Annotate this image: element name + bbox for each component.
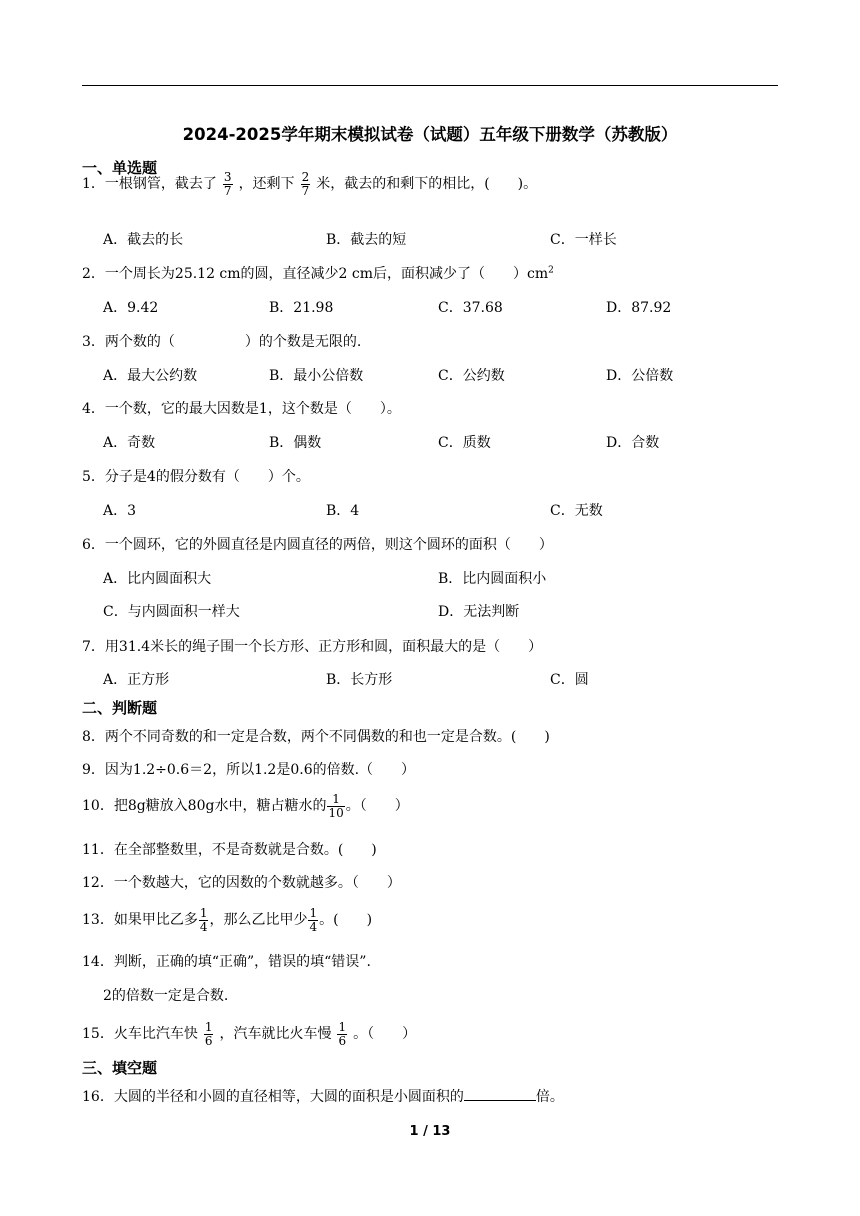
fraction: $\frac{1}{4}$	[309, 905, 318, 934]
question-6: 6．一个圆环，它的外圆直径是内圆直径的两倍，则这个圆环的面积（ ）	[82, 537, 553, 553]
question-15: 15．火车比汽车快 $\frac{1}{6}$ ，汽车就比火车慢 $\frac{1}{6}$ 。（ ）	[82, 1019, 417, 1048]
option-1a: A．截去的长	[103, 232, 184, 248]
question-11: 11．在全部整数里，不是奇数就是合数。( )	[82, 842, 377, 858]
option-2c: C．37.68	[438, 300, 503, 316]
option-2a: A．9.42	[103, 300, 159, 316]
fraction: $\frac{1}{6}$	[338, 1019, 347, 1048]
answer-blank[interactable]	[464, 1088, 536, 1101]
option-7a: A．正方形	[103, 672, 170, 688]
question-16: 16．大圆的半径和小圆的直径相等，大圆的面积是小圆面积的 倍。	[82, 1089, 564, 1105]
fraction: $\frac{1}{6}$	[204, 1019, 213, 1048]
section-heading-fill-in: 三、填空题	[82, 1059, 158, 1077]
option-2d: D．87.92	[606, 300, 672, 316]
option-3c: C．公约数	[438, 368, 505, 384]
section-heading-true-false: 二、判断题	[82, 699, 158, 717]
question-14: 14．判断，正确的填“正确”，错误的填“错误”.	[82, 954, 371, 970]
option-3b: B．最小公倍数	[269, 368, 364, 384]
page-number: 1 / 13	[409, 1124, 451, 1139]
page-title: 2024-2025学年期末模拟试卷（试题）五年级下册数学（苏教版）	[182, 125, 678, 144]
option-4d: D．合数	[606, 435, 660, 451]
option-7c: C．圆	[550, 672, 589, 688]
question-12: 12．一个数越大，它的因数的个数就越多。（ ）	[82, 875, 401, 891]
fraction: $\frac{3}{7}$	[223, 169, 232, 198]
question-5: 5．分子是4的假分数有（ ）个。	[82, 469, 310, 485]
option-4c: C．质数	[438, 435, 491, 451]
fraction: $\frac{1}{4}$	[199, 905, 208, 934]
question-13: 13．如果甲比乙多 $\frac{1}{4}$ ，那么乙比甲少 $\frac{1}{4}$ 。( )	[82, 905, 373, 934]
option-4a: A．奇数	[103, 435, 156, 451]
header-rule	[82, 85, 778, 86]
fraction: $\frac{1}{10}$	[328, 791, 344, 820]
question-4: 4．一个数，它的最大因数是1，这个数是（ ）。	[82, 401, 401, 417]
option-6c: C．与内圆面积一样大	[103, 604, 240, 620]
question-14-statement: 2的倍数一定是合数.	[103, 988, 229, 1004]
option-1b: B．截去的短	[326, 232, 407, 248]
section-heading-single-choice: 一、单选题	[82, 159, 158, 177]
fraction: $\frac{2}{7}$	[301, 169, 310, 198]
question-7: 7．用31.4米长的绳子围一个长方形、正方形和圆，面积最大的是（ ）	[82, 639, 543, 655]
option-2b: B．21.98	[269, 300, 334, 316]
question-3: 3．两个数的（ ）的个数是无限的.	[82, 334, 362, 350]
option-5c: C．无数	[550, 503, 603, 519]
question-10: 10．把8g糖放入80g水中，糖占糖水的 $\frac{1}{10}$ 。（ ）	[82, 791, 409, 820]
option-3d: D．公倍数	[606, 368, 674, 384]
option-7b: B．长方形	[326, 672, 393, 688]
option-4b: B．偶数	[269, 435, 322, 451]
option-6d: D．无法判断	[438, 604, 520, 620]
question-8: 8．两个不同奇数的和一定是合数，两个不同偶数的和也一定是合数。( )	[82, 729, 550, 745]
question-1: 1．一根钢管，截去了 $\frac{3}{7}$ ，还剩下 $\frac{2}{7}$ 米，截去的和剩下的相比，( )。	[82, 169, 538, 198]
option-1c: C．一样长	[550, 232, 617, 248]
question-2: 2．一个周长为25.12 cm的圆，直径减少2 cm后，面积减少了（ ）$cm^2$	[82, 265, 554, 282]
option-5a: A．3	[103, 503, 137, 519]
option-6a: A．比内圆面积大	[103, 571, 212, 587]
option-6b: B．比内圆面积小	[438, 571, 547, 587]
option-3a: A．最大公约数	[103, 368, 198, 384]
option-5b: B．4	[326, 503, 360, 519]
question-9: 9．因为1.2÷0.6＝2，所以1.2是0.6的倍数.（ ）	[82, 762, 416, 778]
